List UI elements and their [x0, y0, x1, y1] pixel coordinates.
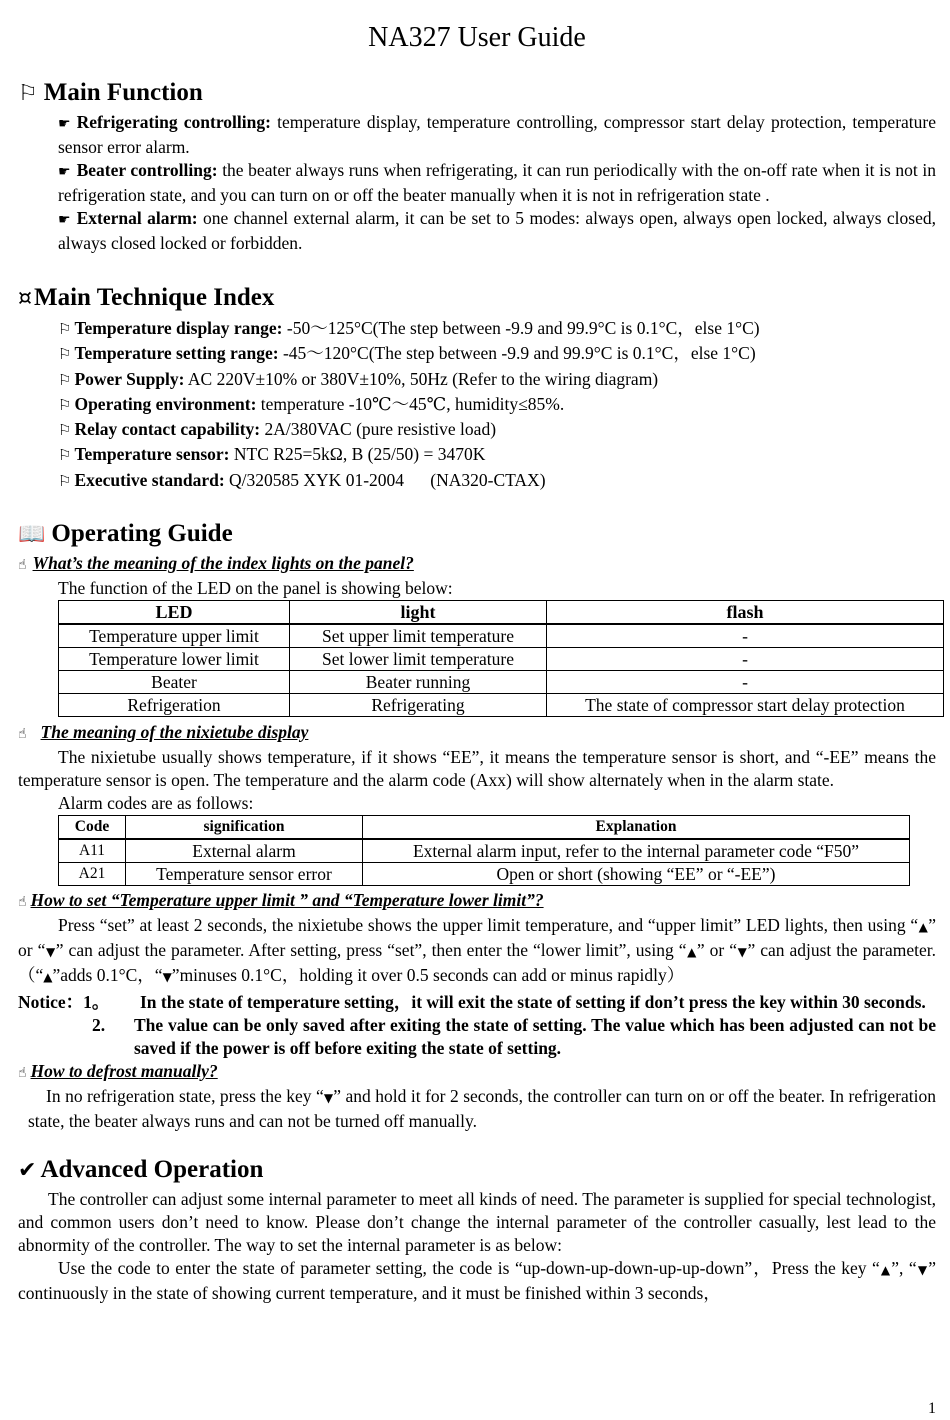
flag-icon: ⚐ — [58, 446, 72, 465]
table-header: light — [290, 601, 547, 625]
table-header: Code — [59, 816, 126, 840]
table-cell: Temperature lower limit — [59, 648, 290, 671]
table-row — [59, 863, 910, 886]
question-nixietube: ☝ The meaning of the nixietube display — [18, 722, 309, 743]
table-cell: Beater running — [290, 671, 547, 694]
down-arrow-icon: ▼ — [323, 1091, 334, 1106]
table-header: LED — [59, 601, 290, 625]
main-function-item: ☛ Beater controlling: the beater always runs when refrigerating, it can run periodically with the on-off rate when it is not in refrigeration state, and you can turn on or off the beater manually when it is not in refrigeration state . — [58, 160, 937, 205]
nixietube-text: The nixietube usually shows temperature, if it shows “EE”, it means the temperature sensor is short, and “-EE” means the temperature sensor is open. The temperature and the alarm code (Axx) will show alternately when in the alarm state. — [18, 747, 936, 791]
table-row — [59, 624, 944, 648]
document-page — [18, 18, 936, 1323]
check-icon: ✔ — [18, 1158, 37, 1184]
defrost-text: In no refrigeration state, press the key “▼” and hold it for 2 seconds, the controller can turn on or off the beater. In refrigeration state, the beater always runs and can not be turned off manually. — [28, 1086, 936, 1132]
table-cell: Refrigerating — [290, 694, 547, 717]
down-arrow-icon: ▼ — [737, 945, 748, 960]
down-arrow-icon: ▼ — [916, 1263, 929, 1278]
advanced-paragraph: Use the code to enter the state of parameter setting, the code is “up-down-up-down-up-up-down”，Press the key “▲”, “▼” continuously in the state of showing current temperature, and it must be finished within 3 seconds， — [18, 1258, 936, 1304]
currency-sign-icon: ¤ — [18, 286, 32, 311]
notice-block — [18, 991, 936, 1060]
index-item: ⚐ Executive standard: Q/320585 XYK 01-2004 (NA320-CTAX) — [58, 469, 546, 490]
table-cell: Set lower limit temperature — [290, 648, 547, 671]
table-cell: Open or short (showing “EE” or “-EE”) — [363, 863, 910, 886]
up-arrow-icon: ▲ — [686, 945, 697, 960]
table-cell: External alarm input, refer to the internal parameter code “F50” — [363, 839, 910, 863]
up-arrow-icon: ▲ — [879, 1263, 892, 1278]
up-arrow-icon: ▲ — [43, 970, 53, 985]
question-defrost: ☝ How to defrost manually? — [18, 1061, 218, 1082]
table-cell: A11 — [59, 839, 126, 863]
table-row — [59, 648, 944, 671]
table-cell: Temperature sensor error — [126, 863, 363, 886]
flag-icon: ⚐ — [58, 320, 72, 338]
pointing-hand-icon: ☛ — [58, 212, 71, 228]
alarm-table — [58, 815, 910, 886]
main-function-item: ☛ Refrigerating controlling: temperature display, temperature controlling, compressor start delay protection, temperature sensor error alarm. — [58, 112, 936, 157]
advanced-section — [18, 1155, 936, 1305]
pointing-hand-icon: ☛ — [58, 164, 71, 180]
main-function-item: ☛ External alarm: one channel external alarm, it can be set to 5 modes: always open, always open locked, always closed, always closed locked or forbidden. — [58, 208, 936, 253]
index-item: ⚐ Relay contact capability: 2A/380VAC (pure resistive load) — [58, 419, 497, 440]
pointing-hand-icon: ☛ — [58, 116, 71, 132]
technique-index-section — [18, 283, 936, 493]
table-cell: Temperature upper limit — [59, 624, 290, 648]
index-item: ⚐ Temperature setting range: -45～120°C(The step between -9.9 and 99.9°C is 0.1°C，else 1°C) — [58, 343, 756, 364]
table-cell: The state of compressor start delay protection — [547, 694, 944, 717]
table-row — [59, 694, 944, 717]
book-icon: 📖 — [18, 522, 46, 548]
down-arrow-icon: ▼ — [162, 970, 172, 985]
flag-icon: ⚐ — [58, 471, 72, 490]
table-cell: - — [547, 624, 944, 648]
table-cell: Beater — [59, 671, 290, 694]
table-cell: Set upper limit temperature — [290, 624, 547, 648]
table-cell: External alarm — [126, 839, 363, 863]
question-set-limits: ☝ How to set “Temperature upper limit ” and “Temperature lower limit”? — [18, 890, 544, 911]
notice-item: Notice：1。 In the state of temperature setting，it will exit the state of setting if don’t press the key within 30 seconds. — [18, 992, 926, 1013]
flag-icon: ⚐ — [58, 421, 72, 440]
hand-icon: ☝ — [18, 894, 27, 911]
led-intro: The function of the LED on the panel is showing below: — [58, 578, 453, 599]
up-arrow-icon: ▲ — [918, 920, 929, 935]
index-item: ⚐ Power Supply: AC 220V±10% or 380V±10%, 50Hz (Refer to the wiring diagram) — [58, 368, 659, 389]
hand-icon: ☝ — [18, 557, 27, 574]
table-header: signification — [126, 816, 363, 840]
index-item: ⚐ Operating environment: temperature -10℃～45℃, humidity≤85%. — [58, 393, 565, 414]
led-table — [58, 600, 944, 717]
operating-guide-heading: 📖 Operating Guide — [18, 520, 233, 548]
table-cell: A21 — [59, 863, 126, 886]
flag-icon: ⚐ — [58, 395, 72, 414]
down-arrow-icon: ▼ — [45, 945, 56, 960]
table-row — [59, 839, 910, 863]
table-header: flash — [547, 601, 944, 625]
flag-icon: ⚐ — [58, 345, 72, 364]
question-led: ☝ What’s the meaning of the index lights on the panel? — [18, 553, 414, 574]
main-function-heading: ⚐ Main Function — [18, 79, 203, 106]
operating-guide-section — [18, 519, 936, 1133]
table-header: Explanation — [363, 816, 910, 840]
flag-icon: ⚐ — [18, 81, 38, 106]
alarm-intro: Alarm codes are as follows: — [58, 793, 254, 814]
set-limits-text: Press “set” at least 2 seconds, the nixietube shows the upper limit temperature, and “upper limit” LED lights, then using “▲” or “▼” can adjust the parameter. After setting, press “set”, then enter the “lower limit”, using “▲” or “▼” can adjust the parameter. （“▲”adds 0.1°C，“▼”minuses 0.1°C，holding it over 0.5 seconds can add or minus rapidly） — [18, 915, 936, 986]
advanced-paragraph: The controller can adjust some internal parameter to meet all kinds of need. The parameter is supplied for special technologist, and common users don’t need to know. Please don’t change the internal parameter of the controller casually, lest lead to the abnormity of the controller. The way to set the internal parameter is as below: — [18, 1189, 936, 1256]
flag-icon: ⚐ — [58, 370, 72, 389]
hand-icon: ☝ — [18, 726, 27, 743]
document-title: NA327 User Guide — [368, 22, 586, 53]
page-number: 1 — [928, 1400, 936, 1417]
table-cell: - — [547, 671, 944, 694]
technique-index-heading: ¤Main Technique Index — [18, 284, 275, 311]
table-cell: - — [547, 648, 944, 671]
advanced-heading: ✔ Advanced Operation — [18, 1156, 264, 1184]
index-item: ⚐ Temperature display range: -50～125°C(The step between -9.9 and 99.9°C is 0.1°C，else 1°C) — [58, 318, 760, 338]
table-row — [59, 671, 944, 694]
table-cell: Refrigeration — [59, 694, 290, 717]
main-function-section — [18, 78, 936, 255]
hand-icon: ☝ — [18, 1065, 27, 1082]
notice-item: 2. The value can be only saved after exiting the state of setting. The value which has been adjusted can not be saved if the power is off before exiting the state of setting. — [92, 1015, 936, 1059]
index-item: ⚐ Temperature sensor: NTC R25=5kΩ, B (25/50) = 3470K — [58, 444, 486, 465]
